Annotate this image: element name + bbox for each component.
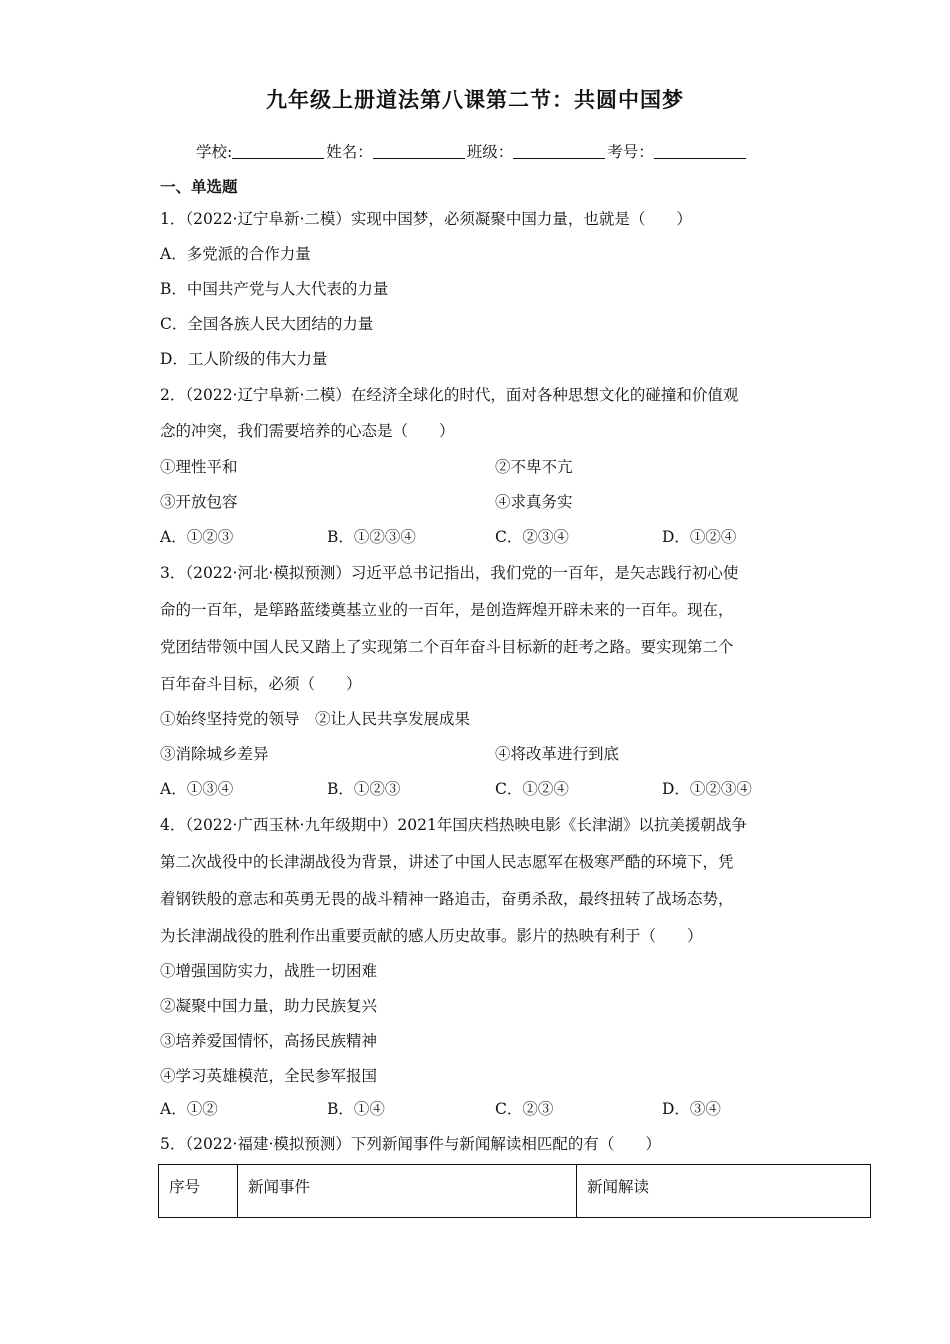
class-label: 班级： xyxy=(466,143,514,161)
q3-option-a[interactable]: A．①③④ xyxy=(160,780,234,798)
q3-stem-line-3: 党团结带领中国人民又踏上了实现第二个百年奋斗目标新的赶考之路。要实现第二个 xyxy=(160,638,734,656)
q2-stem-line-2: 念的冲突，我们需要培养的心态是（ ） xyxy=(160,422,455,440)
q2-option-d[interactable]: D．①②④ xyxy=(662,528,737,546)
q3-stem-line-1: 3．（2022·河北·模拟预测）习近平总书记指出，我们党的一百年，是矢志践行初心使 xyxy=(160,564,739,582)
q2-item-3: ③开放包容 xyxy=(160,493,238,511)
q4-stem-line-3: 着钢铁般的意志和英勇无畏的战斗精神一路追击，奋勇杀敌，最终扭转了战场态势， xyxy=(160,890,734,908)
q5-table xyxy=(158,1164,871,1218)
name-label: 姓名： xyxy=(326,143,373,161)
table-header-index: 序号 xyxy=(159,1165,238,1218)
q4-option-a[interactable]: A．①② xyxy=(160,1100,218,1118)
q2-option-a[interactable]: A．①②③ xyxy=(160,528,234,546)
table-header-interpretation: 新闻解读 xyxy=(577,1165,871,1218)
q2-option-c[interactable]: C．②③④ xyxy=(495,528,569,546)
exam-no-label: 考号： xyxy=(607,143,654,161)
q1-option-c[interactable]: C．全国各族人民大团结的力量 xyxy=(160,315,374,333)
q2-item-2: ②不卑不亢 xyxy=(495,458,573,476)
q4-option-b[interactable]: B．①④ xyxy=(327,1100,385,1118)
q1-stem: 1．（2022·辽宁阜新·二模）实现中国梦，必须凝聚中国力量，也就是（ ） xyxy=(160,210,692,228)
q2-item-4: ④求真务实 xyxy=(495,493,573,511)
student-info-row xyxy=(196,140,748,162)
name-blank[interactable] xyxy=(373,144,465,159)
school-blank[interactable] xyxy=(232,144,324,159)
exam-no-blank[interactable] xyxy=(654,144,746,159)
q3-stem-line-2: 命的一百年，是筚路蓝缕奠基立业的一百年，是创造辉煌开辟未来的一百年。现在， xyxy=(160,601,734,619)
table-header-event: 新闻事件 xyxy=(238,1165,577,1218)
q4-stem-line-1: 4．（2022·广西玉林·九年级期中）2021年国庆档热映电影《长津湖》以抗美援朝战争 xyxy=(160,816,747,834)
q4-stem-line-4: 为长津湖战役的胜利作出重要贡献的感人历史故事。影片的热映有利于（ ） xyxy=(160,927,703,945)
q4-option-c[interactable]: C．②③ xyxy=(495,1100,554,1118)
page-title: 九年级上册道法第八课第二节：共圆中国梦 xyxy=(266,88,684,112)
q4-item-3: ③培养爱国情怀，高扬民族精神 xyxy=(160,1032,378,1050)
q2-item-1: ①理性平和 xyxy=(160,458,238,476)
school-label: 学校: xyxy=(196,143,233,161)
q3-item-1-2: ①始终坚持党的领导 ②让人民共享发展成果 xyxy=(160,710,471,728)
q4-option-d[interactable]: D．③④ xyxy=(662,1100,721,1118)
class-blank[interactable] xyxy=(513,144,605,159)
q4-stem-line-2: 第二次战役中的长津湖战役为背景，讲述了中国人民志愿军在极寒严酷的环境下，凭 xyxy=(160,853,734,871)
q1-option-d[interactable]: D．工人阶级的伟大力量 xyxy=(160,350,328,368)
q3-option-d[interactable]: D．①②③④ xyxy=(662,780,752,798)
section-heading: 一、单选题 xyxy=(160,178,238,196)
q2-option-b[interactable]: B．①②③④ xyxy=(327,528,416,546)
q2-stem-line-1: 2．（2022·辽宁阜新·二模）在经济全球化的时代，面对各种思想文化的碰撞和价值观 xyxy=(160,386,739,404)
q3-option-c[interactable]: C．①②④ xyxy=(495,780,569,798)
q3-item-4: ④将改革进行到底 xyxy=(495,745,620,763)
q3-option-b[interactable]: B．①②③ xyxy=(327,780,401,798)
q4-item-1: ①增强国防实力，战胜一切困难 xyxy=(160,962,378,980)
q4-item-4: ④学习英雄模范，全民参军报国 xyxy=(160,1067,378,1085)
q3-stem-line-4: 百年奋斗目标，必须（ ） xyxy=(160,675,362,693)
q3-item-3: ③消除城乡差异 xyxy=(160,745,269,763)
q5-stem: 5．（2022·福建·模拟预测）下列新闻事件与新闻解读相匹配的有（ ） xyxy=(160,1135,661,1153)
q4-item-2: ②凝聚中国力量，助力民族复兴 xyxy=(160,997,378,1015)
q1-option-b[interactable]: B．中国共产党与人大代表的力量 xyxy=(160,280,389,298)
table-row xyxy=(159,1165,871,1218)
q1-option-a[interactable]: A．多党派的合作力量 xyxy=(160,245,311,263)
